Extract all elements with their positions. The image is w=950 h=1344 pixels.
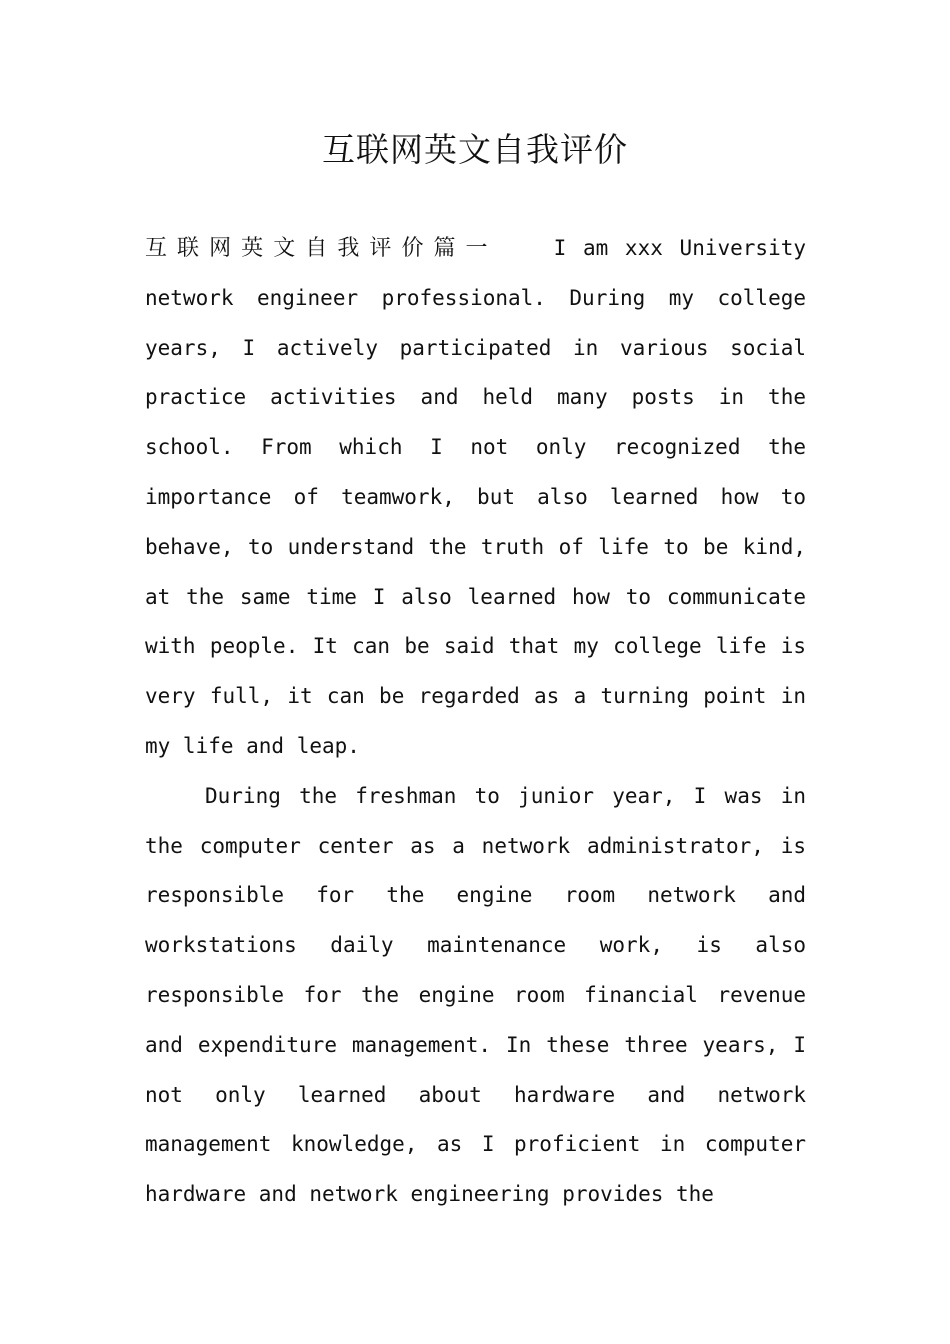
section-heading: 互联网英文自我评价篇一 (145, 236, 498, 261)
paragraph-1 (145, 224, 806, 772)
paragraph-1-text: I am xxx University network engineer professional. During my college years, I actively participated in various social practice activities and held many posts in the school. From which I not only recognized the importance of teamwork, but also learned how to behave, to understand the truth of life to be kind, at the same time I also learned how to communicate with people. It can be said that my college life is very full, it can be regarded as a turning point in my life and leap. (145, 236, 806, 758)
paragraph-2: During the freshman to junior year, I was in the computer center as a network administrator, is responsible for the engine room network and workstations daily maintenance work, is also responsible for the engine room financial revenue and expenditure management. In these three years, I not only learned about hardware and network management knowledge, as I proficient in computer hardware and network engineering provides the (145, 783, 806, 1207)
document-body (145, 224, 806, 1220)
document-title: 互联网英文自我评价 (322, 130, 628, 169)
